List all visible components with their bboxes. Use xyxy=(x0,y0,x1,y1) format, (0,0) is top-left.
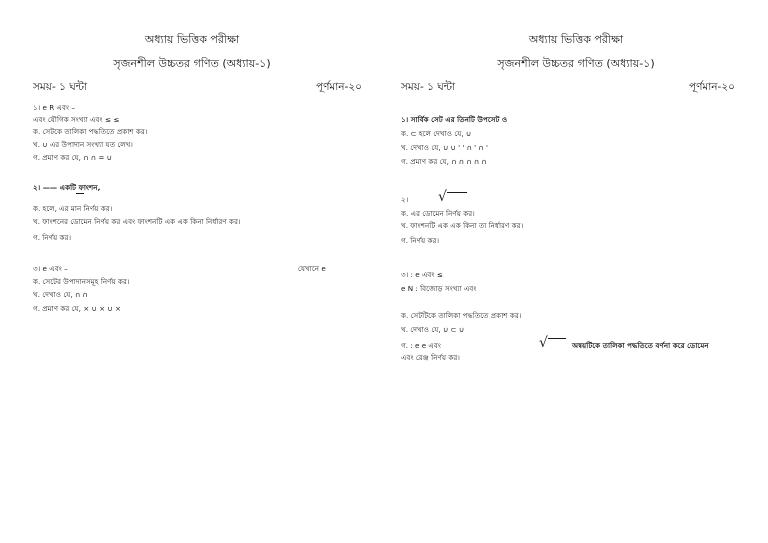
right-q3-c1b: অন্বয়টিকে তালিকা পদ্ধতিতে বর্ণনা করে ডোমেন xyxy=(572,341,709,350)
right-q2-a: ক. এর ডোমেন নির্ণয় কর। xyxy=(401,209,475,218)
right-q2-line1: ২। xyxy=(401,195,409,204)
right-q1-c: গ. প্রমাণ কর যে, ∩ ∩ ∩ ∩ ∩ xyxy=(401,157,487,166)
right-q3-c2: এবং রেঞ্জ নির্ণয় কর। xyxy=(401,353,460,362)
right-q3-line2: e N : বিজোড় সংখ্যা এবং xyxy=(401,284,477,293)
left-marks: পূর্ণমান-২০ xyxy=(315,81,362,93)
left-q2-fraction-bar xyxy=(76,193,84,194)
right-page xyxy=(384,0,768,543)
right-q3-c1: গ. : e e এবং xyxy=(401,341,441,350)
right-q1-a: ক. ⊂ হলে দেখাও যে, ∪ xyxy=(401,129,472,138)
right-subtitle: সৃজনশীল উচ্চতর গণিত (অধ্যায়-১) xyxy=(497,57,655,70)
right-q1-b: খ. দেখাও যে, ∪ ∪ ' ' ∩ ' ∩ ' xyxy=(401,143,488,152)
sqrt-symbol: √ xyxy=(438,189,447,205)
left-q1-c: গ. প্রমাণ কর যে, ∩ ∩ = ∪ xyxy=(33,153,112,162)
right-q2-c: গ. নির্ণয় কর। xyxy=(401,236,440,245)
right-title: অধ্যায় ভিত্তিক পরীক্ষা xyxy=(528,33,624,46)
left-q2-line1: ২। —— একটি ফাংশন, xyxy=(33,183,101,192)
right-q2-b: খ. ফাংশনটি এক এক কিনা তা নির্ধারণ কর। xyxy=(401,221,524,230)
right-time: সময়- ১ ঘন্টা xyxy=(401,81,456,93)
left-q3-line1: ৩। e এবং – xyxy=(33,264,68,273)
left-q2-b: খ. ফাংশনের ডোমেন নির্ণয় কর এবং ফাংশনটি এক এক কিনা নির্ধারণ কর। xyxy=(33,217,241,226)
sqrt-symbol: √ xyxy=(539,335,548,351)
left-q1-line1: ১। e R এবং – xyxy=(33,103,75,112)
left-q3-c: গ. প্রমাণ কর যে, × ∪ × ∪ × xyxy=(33,304,121,313)
left-subtitle: সৃজনশীল উচ্চতর গণিত (অধ্যায়-১) xyxy=(113,57,271,70)
left-q2-a: ক. হলে, এর মান নির্ণয় কর। xyxy=(33,204,113,213)
sqrt-overline xyxy=(548,338,566,339)
right-q3-line1: ৩। : e এবং ≤ xyxy=(401,270,443,279)
sqrt-overline xyxy=(447,192,467,193)
left-q1-a: ক. সেটকে তালিকা পদ্ধতিতে প্রকাশ কর। xyxy=(33,127,148,136)
left-time: সময়- ১ ঘন্টা xyxy=(33,81,88,93)
left-q3-where: যেখানে e xyxy=(298,264,326,273)
left-q1-line2: এবং যৌগিক সংখ্যা এবং ≤ ≤ xyxy=(33,115,120,124)
left-q2-c: গ. নির্ণয় কর। xyxy=(33,233,72,242)
right-q3-b: খ. দেখাও যে, ∪ ⊂ ∪ xyxy=(401,325,465,334)
right-marks: পূর্ণমান-২০ xyxy=(688,81,735,93)
right-q1-line1: ১। সার্বিক সেট এর তিনটি উপসেট ও xyxy=(401,115,508,124)
left-title: অধ্যায় ভিত্তিক পরীক্ষা xyxy=(144,33,240,46)
right-q3-a: ক. সেটটিকে তালিকা পদ্ধতিতে প্রকাশ কর। xyxy=(401,311,522,320)
left-q3-a: ক. সেটের উপাদানসমূহ নির্ণয় কর। xyxy=(33,277,130,286)
left-q3-b: খ. দেখাও যে, ∩ ∩ xyxy=(33,290,88,299)
left-q1-b: খ. ∪ এর উপাদান সংখ্যা যত লেখ। xyxy=(33,140,133,149)
